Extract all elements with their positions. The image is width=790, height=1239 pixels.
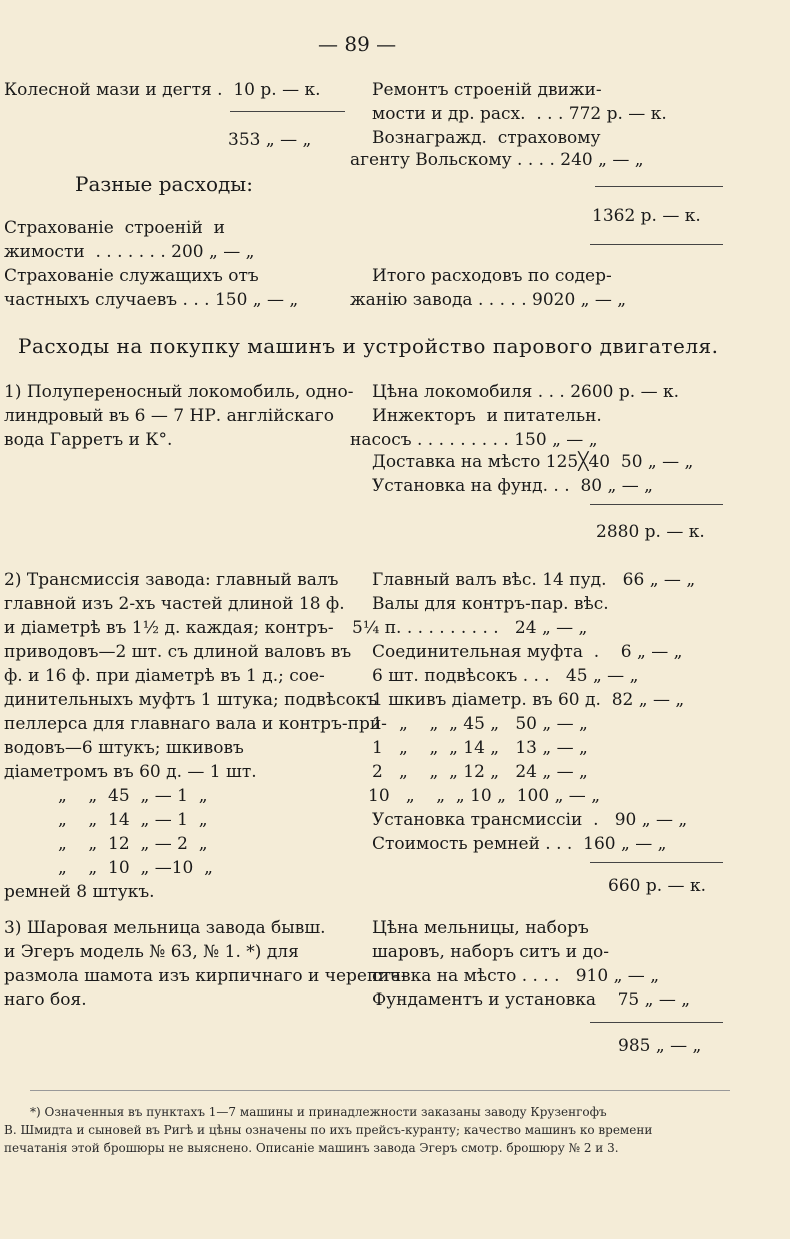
text-line: 2 „ „ „ 12 „ 24 „ — „ [372, 762, 588, 782]
text-line: 2) Трансмиссія завода: главный валъ [4, 570, 339, 590]
text-line: агенту Вольскому . . . . 240 „ — „ [350, 150, 644, 170]
text-line: Установка трансмиссіи . 90 „ — „ [372, 810, 688, 830]
divider [30, 1090, 730, 1091]
section-heading: Разные расходы: [75, 172, 253, 196]
text-line: 1) Полупереносный локомобиль, одно- [4, 382, 354, 402]
text-line: приводовъ—2 шт. съ длиной валовъ въ [4, 642, 352, 662]
divider [590, 244, 723, 245]
subtotal: 985 „ — „ [618, 1036, 702, 1056]
text-line: Страхованіе строеній и [4, 218, 225, 238]
text-line: „ „ 14 „ — 1 „ [58, 810, 208, 830]
text-line: главной изъ 2-хъ частей длиной 18 ф. [4, 594, 345, 614]
text-line: Инжекторъ и питательн. [372, 406, 602, 426]
text-line: „ „ 45 „ — 1 „ [58, 786, 208, 806]
text-line: 1 „ „ „ 45 „ 50 „ — „ [372, 714, 588, 734]
text-line: Колесной мази и дегтя . 10 р. — к. [4, 80, 321, 100]
footnote-line: печатанія этой брошюры не выяснено. Описаніе машинъ завода Эгеръ смотр. брошюру № 2 и 3. [4, 1141, 619, 1155]
text-line: Валы для контръ-пар. вѣс. [372, 594, 609, 614]
text-line: наго боя. [4, 990, 87, 1010]
text-line: динительныхъ муфтъ 1 штука; подвѣсокъ [4, 690, 378, 710]
text-line: „ „ 10 „ —10 „ [58, 858, 213, 878]
text-line: Итого расходовъ по содер- [372, 266, 612, 286]
text-line: 3) Шаровая мельница завода бывш. [4, 918, 326, 938]
text-line: пеллерса для главнаго вала и контръ-при- [4, 714, 387, 734]
text-line: вода Гарретъ и К°. [4, 430, 173, 450]
text-line: 1 „ „ „ 14 „ 13 „ — „ [372, 738, 588, 758]
text-line: діаметромъ въ 60 д. — 1 шт. [4, 762, 257, 782]
text-line: Цѣна мельницы, наборъ [372, 918, 589, 938]
text-line: частныхъ случаевъ . . . 150 „ — „ [4, 290, 299, 310]
text-line: мости и др. расх. . . . 772 р. — к. [372, 104, 667, 124]
divider [230, 111, 345, 112]
text-line: Страхованіе служащихъ отъ [4, 266, 259, 286]
text-line: Установка на фунд. . . 80 „ — „ [372, 476, 653, 496]
divider [590, 862, 723, 863]
text-line: 10 „ „ „ 10 „ 100 „ — „ [368, 786, 601, 806]
text-line: Стоимость ремней . . . 160 „ — „ [372, 834, 667, 854]
page-title: Расходы на покупку машинъ и устройство парового двигателя. [18, 334, 719, 358]
text-line: Соединительная муфта . 6 „ — „ [372, 642, 683, 662]
text-line: „ „ 12 „ — 2 „ [58, 834, 208, 854]
text-line: Доставка на мѣсто 125╳40 50 „ — „ [372, 452, 694, 472]
text-line: 5¼ п. . . . . . . . . . 24 „ — „ [352, 618, 588, 638]
text-line: Ремонтъ строеній движи- [372, 80, 602, 100]
text-line: ставка на мѣсто . . . . 910 „ — „ [372, 966, 660, 986]
text-line: ф. и 16 ф. при діаметрѣ въ 1 д.; сое- [4, 666, 325, 686]
subtotal: 2880 р. — к. [596, 522, 705, 542]
text-line: водовъ—6 штукъ; шкивовъ [4, 738, 244, 758]
text-line: ремней 8 штукъ. [4, 882, 155, 902]
text-line: 6 шт. подвѣсокъ . . . 45 „ — „ [372, 666, 639, 686]
text-line: размола шамота изъ кирпичнаго и черепич- [4, 966, 407, 986]
text-line: шаровъ, наборъ ситъ и до- [372, 942, 609, 962]
subtotal: 660 р. — к. [608, 876, 706, 896]
footnote-line: В. Шмидта и сыновей въ Ригѣ и цѣны означены по ихъ прейсъ-куранту; качество машинъ ко времени [4, 1123, 653, 1137]
text-line: и Эгеръ модель № 63, № 1. *) для [4, 942, 299, 962]
divider [595, 186, 723, 187]
text-line: жанію завода . . . . . 9020 „ — „ [350, 290, 627, 310]
subtotal: 1362 р. — к. [592, 206, 701, 226]
text-line: насосъ . . . . . . . . . 150 „ — „ [350, 430, 598, 450]
text-line: Вознагражд. страховому [372, 128, 601, 148]
text-line: 1 шкивъ діаметр. въ 60 д. 82 „ — „ [372, 690, 685, 710]
page-number: — 89 — [318, 32, 397, 56]
divider [590, 1022, 723, 1023]
text-line: Цѣна локомобиля . . . 2600 р. — к. [372, 382, 680, 402]
text-line: Фундаментъ и установка 75 „ — „ [372, 990, 691, 1010]
divider [590, 504, 723, 505]
text-line: Главный валъ вѣс. 14 пуд. 66 „ — „ [372, 570, 696, 590]
text-line: и діаметрѣ въ 1½ д. каждая; контръ- [4, 618, 334, 638]
footnote-line: *) Означенныя въ пунктахъ 1—7 машины и принадлежности заказаны заводу Крузенгофъ [30, 1105, 607, 1119]
text-line: линдровый въ 6 — 7 НР. англійскаго [4, 406, 334, 426]
text-line: жимости . . . . . . . 200 „ — „ [4, 242, 255, 262]
text-line: 353 „ — „ [228, 130, 312, 150]
